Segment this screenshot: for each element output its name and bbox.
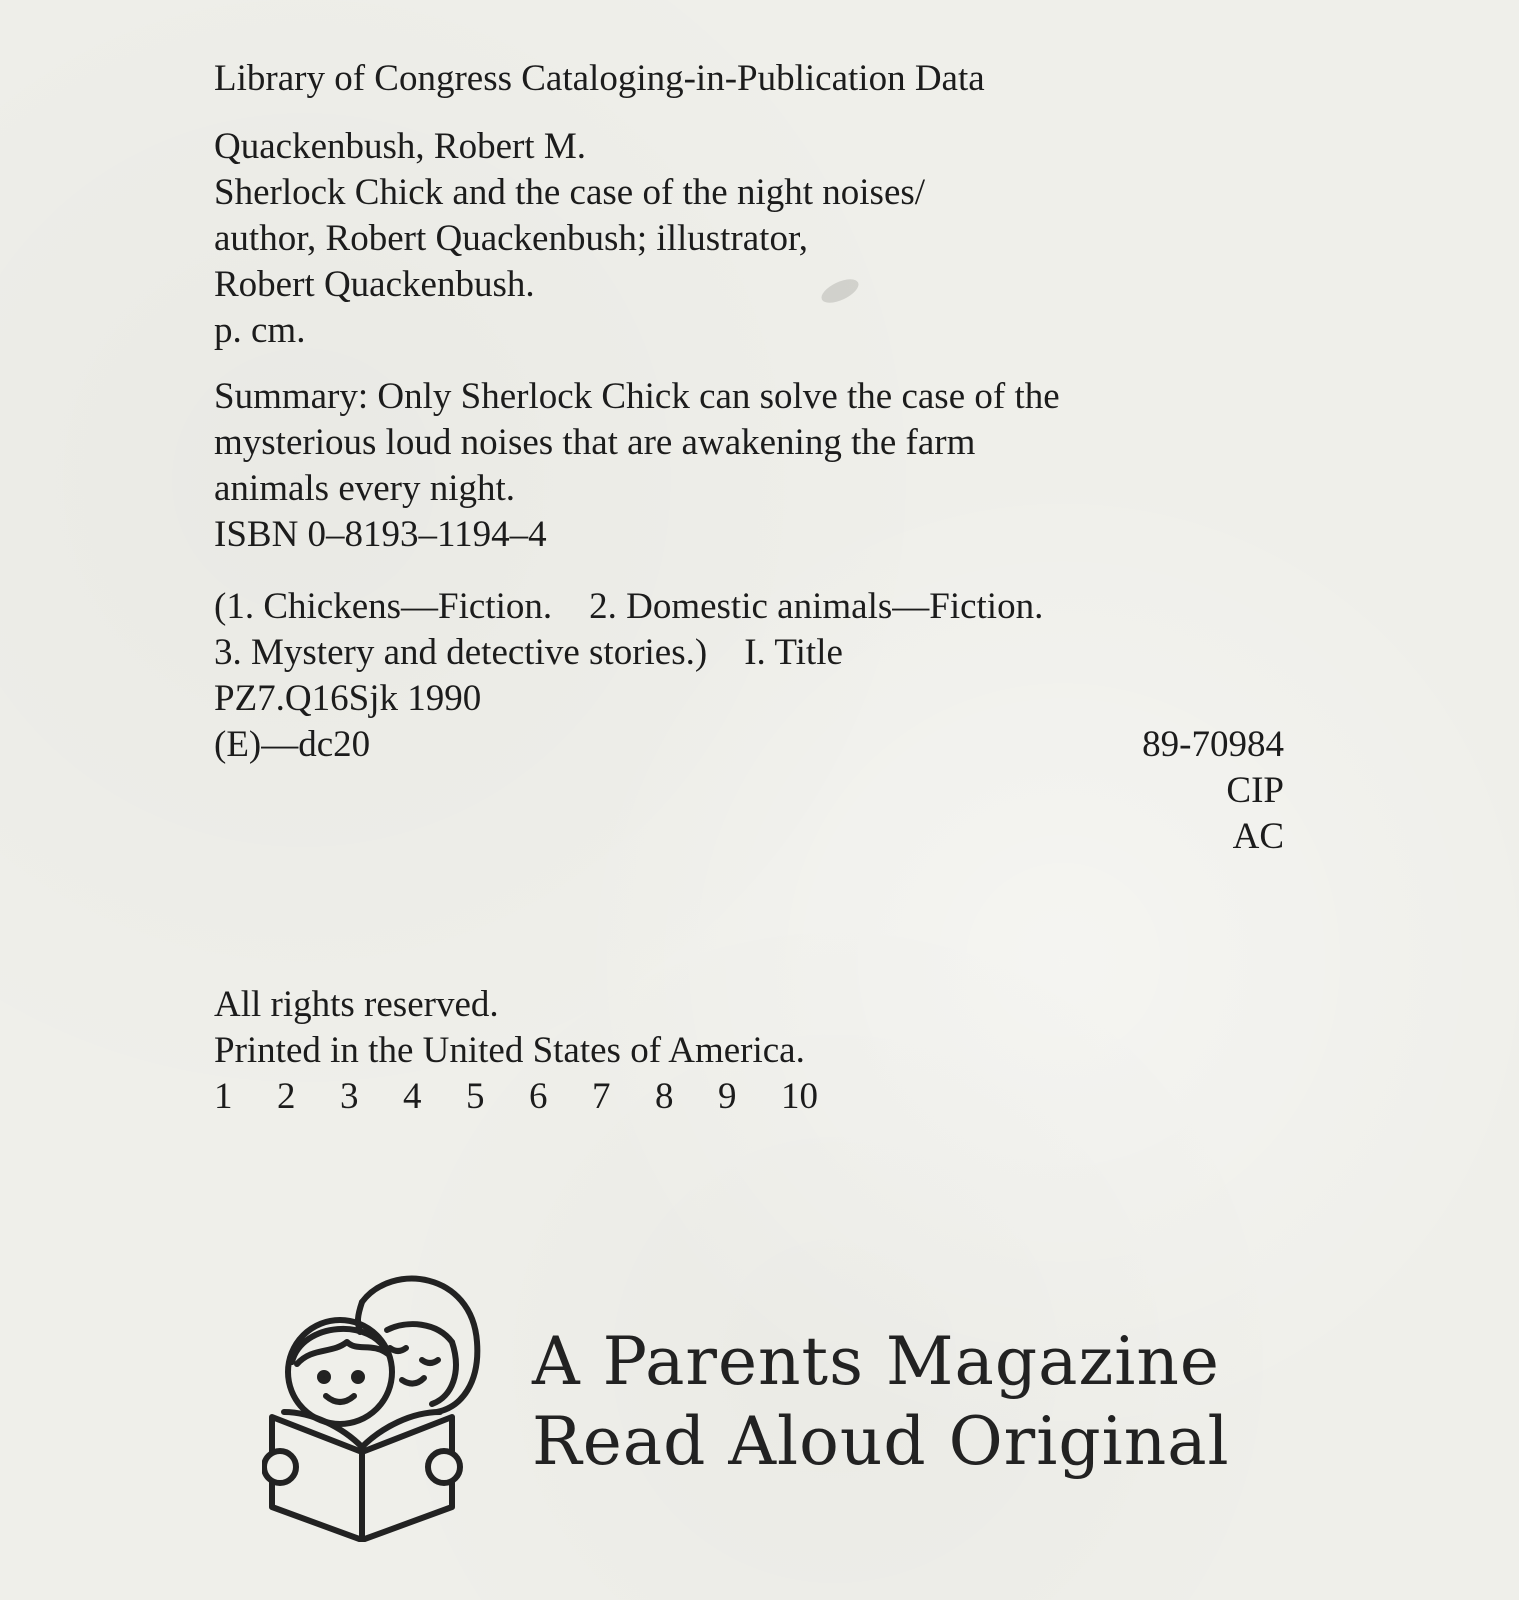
summary-line: animals every night. bbox=[214, 468, 516, 509]
author-line: Quackenbush, Robert M. bbox=[214, 126, 586, 167]
call-number: PZ7.Q16Sjk 1990 bbox=[214, 678, 482, 719]
print-line bbox=[214, 1074, 1284, 1120]
brand-text bbox=[532, 1322, 1230, 1482]
isbn: ISBN 0–8193–1194–4 bbox=[214, 514, 547, 555]
print-number: 3 bbox=[340, 1076, 359, 1117]
cip-header-block bbox=[214, 56, 1284, 102]
summary-block bbox=[214, 374, 1284, 558]
author-title-block bbox=[214, 124, 1284, 354]
brand-line-2: Read Aloud Original bbox=[532, 1403, 1230, 1480]
summary-line: Summary: Only Sherlock Chick can solve the case of the bbox=[214, 376, 1060, 417]
printed-in: Printed in the United States of America. bbox=[214, 1030, 805, 1071]
cip-code: CIP bbox=[1226, 770, 1284, 811]
subjects-block bbox=[214, 584, 1284, 860]
credit-line: author, Robert Quackenbush; illustrator, bbox=[214, 218, 809, 259]
cip-header: Library of Congress Cataloging-in-Publication Data bbox=[214, 58, 985, 99]
print-number: 7 bbox=[592, 1076, 611, 1117]
classification-row bbox=[214, 722, 1284, 768]
print-number: 6 bbox=[529, 1076, 548, 1117]
print-number: 9 bbox=[718, 1076, 737, 1117]
print-number: 10 bbox=[781, 1076, 818, 1117]
print-number: 4 bbox=[403, 1076, 422, 1117]
rights-reserved: All rights reserved. bbox=[214, 984, 499, 1025]
brand-line-1: A Parents Magazine bbox=[532, 1323, 1220, 1400]
summary-line: mysterious loud noises that are awakening the farm bbox=[214, 422, 976, 463]
title-line: Sherlock Chick and the case of the night noises/ bbox=[214, 172, 926, 213]
subject-line: (1. Chickens—Fiction. 2. Domestic animals—Fiction. bbox=[214, 586, 1044, 627]
lccn: 89-70984 bbox=[1142, 724, 1284, 765]
credit-line-cont: Robert Quackenbush. bbox=[214, 264, 535, 305]
publisher-logo bbox=[262, 1262, 1262, 1542]
physical-description: p. cm. bbox=[214, 310, 306, 351]
parent-child-reading-icon bbox=[262, 1262, 482, 1542]
print-number: 1 bbox=[214, 1076, 233, 1117]
print-number: 5 bbox=[466, 1076, 485, 1117]
rights-block bbox=[214, 982, 1284, 1120]
print-number: 8 bbox=[655, 1076, 674, 1117]
ac-code: AC bbox=[1232, 816, 1284, 857]
subject-line: 3. Mystery and detective stories.) I. Title bbox=[214, 632, 843, 673]
print-number: 2 bbox=[277, 1076, 296, 1117]
dewey-classification: (E)—dc20 bbox=[214, 724, 371, 765]
